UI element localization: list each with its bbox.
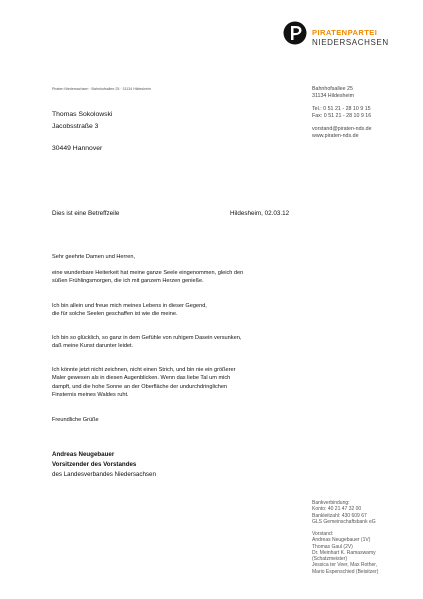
recipient-city: 30449 Hannover bbox=[52, 145, 103, 152]
board-heading: Vorstand: bbox=[312, 531, 334, 537]
board-member: Andreas Neugebauer (1V) bbox=[312, 537, 371, 544]
board-member: Jessica ter Veer, Max Rother, bbox=[312, 562, 378, 569]
paragraph-2 bbox=[52, 302, 207, 319]
bank-account: Konto: 40 21 47 32 00 bbox=[312, 506, 362, 513]
board-member: Dr. Meinhart K. Ramaswamy bbox=[312, 549, 376, 556]
paragraph-line: eine wunderbare Heiterkeit hat meine ganze Seele eingenommen, gleich den bbox=[52, 270, 244, 276]
contact-phone-block bbox=[312, 106, 371, 119]
pirate-sail-logo-icon bbox=[283, 21, 307, 45]
bank-details bbox=[312, 500, 376, 525]
paragraph-line: Ich bin so glücklich, so ganz in dem Gefühle von ruhigem Dasein versunken, bbox=[52, 335, 242, 341]
bank-name: GLS Gemeinschaftsbank eG bbox=[312, 518, 376, 525]
board-member-role: (Schatzmeister) bbox=[312, 556, 348, 563]
paragraph-line: Ich könnte jetzt nicht zeichnen, nicht einen Strich, und bin nie ein größerer bbox=[52, 367, 236, 373]
recipient-street: Jacobsstraße 3 bbox=[52, 123, 99, 130]
office-address bbox=[312, 86, 354, 99]
signature-name: Andreas Neugebauer bbox=[52, 451, 115, 458]
signature-title: Vorsitzender des Vorstandes bbox=[52, 461, 137, 469]
recipient-name: Thomas Sokolowski bbox=[52, 111, 113, 118]
salutation: Sehr geehrte Damen und Herren, bbox=[52, 254, 136, 260]
board-members bbox=[312, 531, 378, 575]
place-date: Hildesheim, 02.03.12 bbox=[230, 210, 290, 217]
address-line: 31134 Hildesheim bbox=[312, 92, 355, 99]
paragraph-line: daß meine Kunst darunter leidet. bbox=[52, 343, 134, 350]
contact-online-block bbox=[312, 126, 372, 139]
paragraph-3 bbox=[52, 334, 241, 351]
bank-code: Bankleitzahl: 430 609 67 bbox=[312, 512, 367, 519]
board-member: Thomas Gaul (2V) bbox=[312, 543, 353, 550]
paragraph-line: die für solche Seelen geschaffen ist wie die meine. bbox=[52, 311, 178, 318]
signature-org: des Landesverbandes Niedersachsen bbox=[52, 471, 156, 479]
paragraph-line: süßen Frühlingsmorgen, die ich mit ganzem Herzen genieße. bbox=[52, 278, 204, 285]
recipient-address bbox=[52, 109, 112, 155]
org-name-line2: NIEDERSACHSEN bbox=[312, 38, 389, 47]
bank-heading: Bankverbindung: bbox=[312, 500, 350, 506]
email-address: vorstand@piraten-nds.de bbox=[312, 126, 372, 132]
address-line: Bahnhofsallee 25 bbox=[312, 86, 353, 92]
subject-line: Dies ist eine Betreffzeile bbox=[52, 210, 120, 217]
paragraph-4 bbox=[52, 366, 235, 400]
paragraph-line: Finsternis meines Waldes ruht. bbox=[52, 392, 129, 399]
org-name-line1: PIRATENPARTEI bbox=[312, 28, 378, 37]
closing: Freundliche Grüße bbox=[52, 417, 99, 423]
paragraph-1 bbox=[52, 269, 243, 286]
fax-number: Fax: 0 51 21 - 28 10 9 16 bbox=[312, 112, 372, 119]
sender-line: Piraten Niedersachsen · Bahnhofsallee 25 · 31134 Hildesheim bbox=[52, 87, 152, 91]
paragraph-line: dampft, und die hohe Sonne an der Oberfläche der undurchdringlichen bbox=[52, 383, 228, 390]
phone-number: Tel.: 0 51 21 - 28 10 9 15 bbox=[312, 106, 371, 112]
board-member: Mario Espenschied (Beisitzer) bbox=[312, 568, 379, 575]
website-url: www.piraten-nds.de bbox=[312, 132, 359, 139]
signature-block bbox=[52, 450, 156, 481]
paragraph-line: Maler gewesen als in diesen Augenblicken. Wenn das liebe Tal um mich bbox=[52, 375, 231, 382]
paragraph-line: Ich bin allein und freue mich meines Lebens in dieser Gegend, bbox=[52, 303, 207, 309]
